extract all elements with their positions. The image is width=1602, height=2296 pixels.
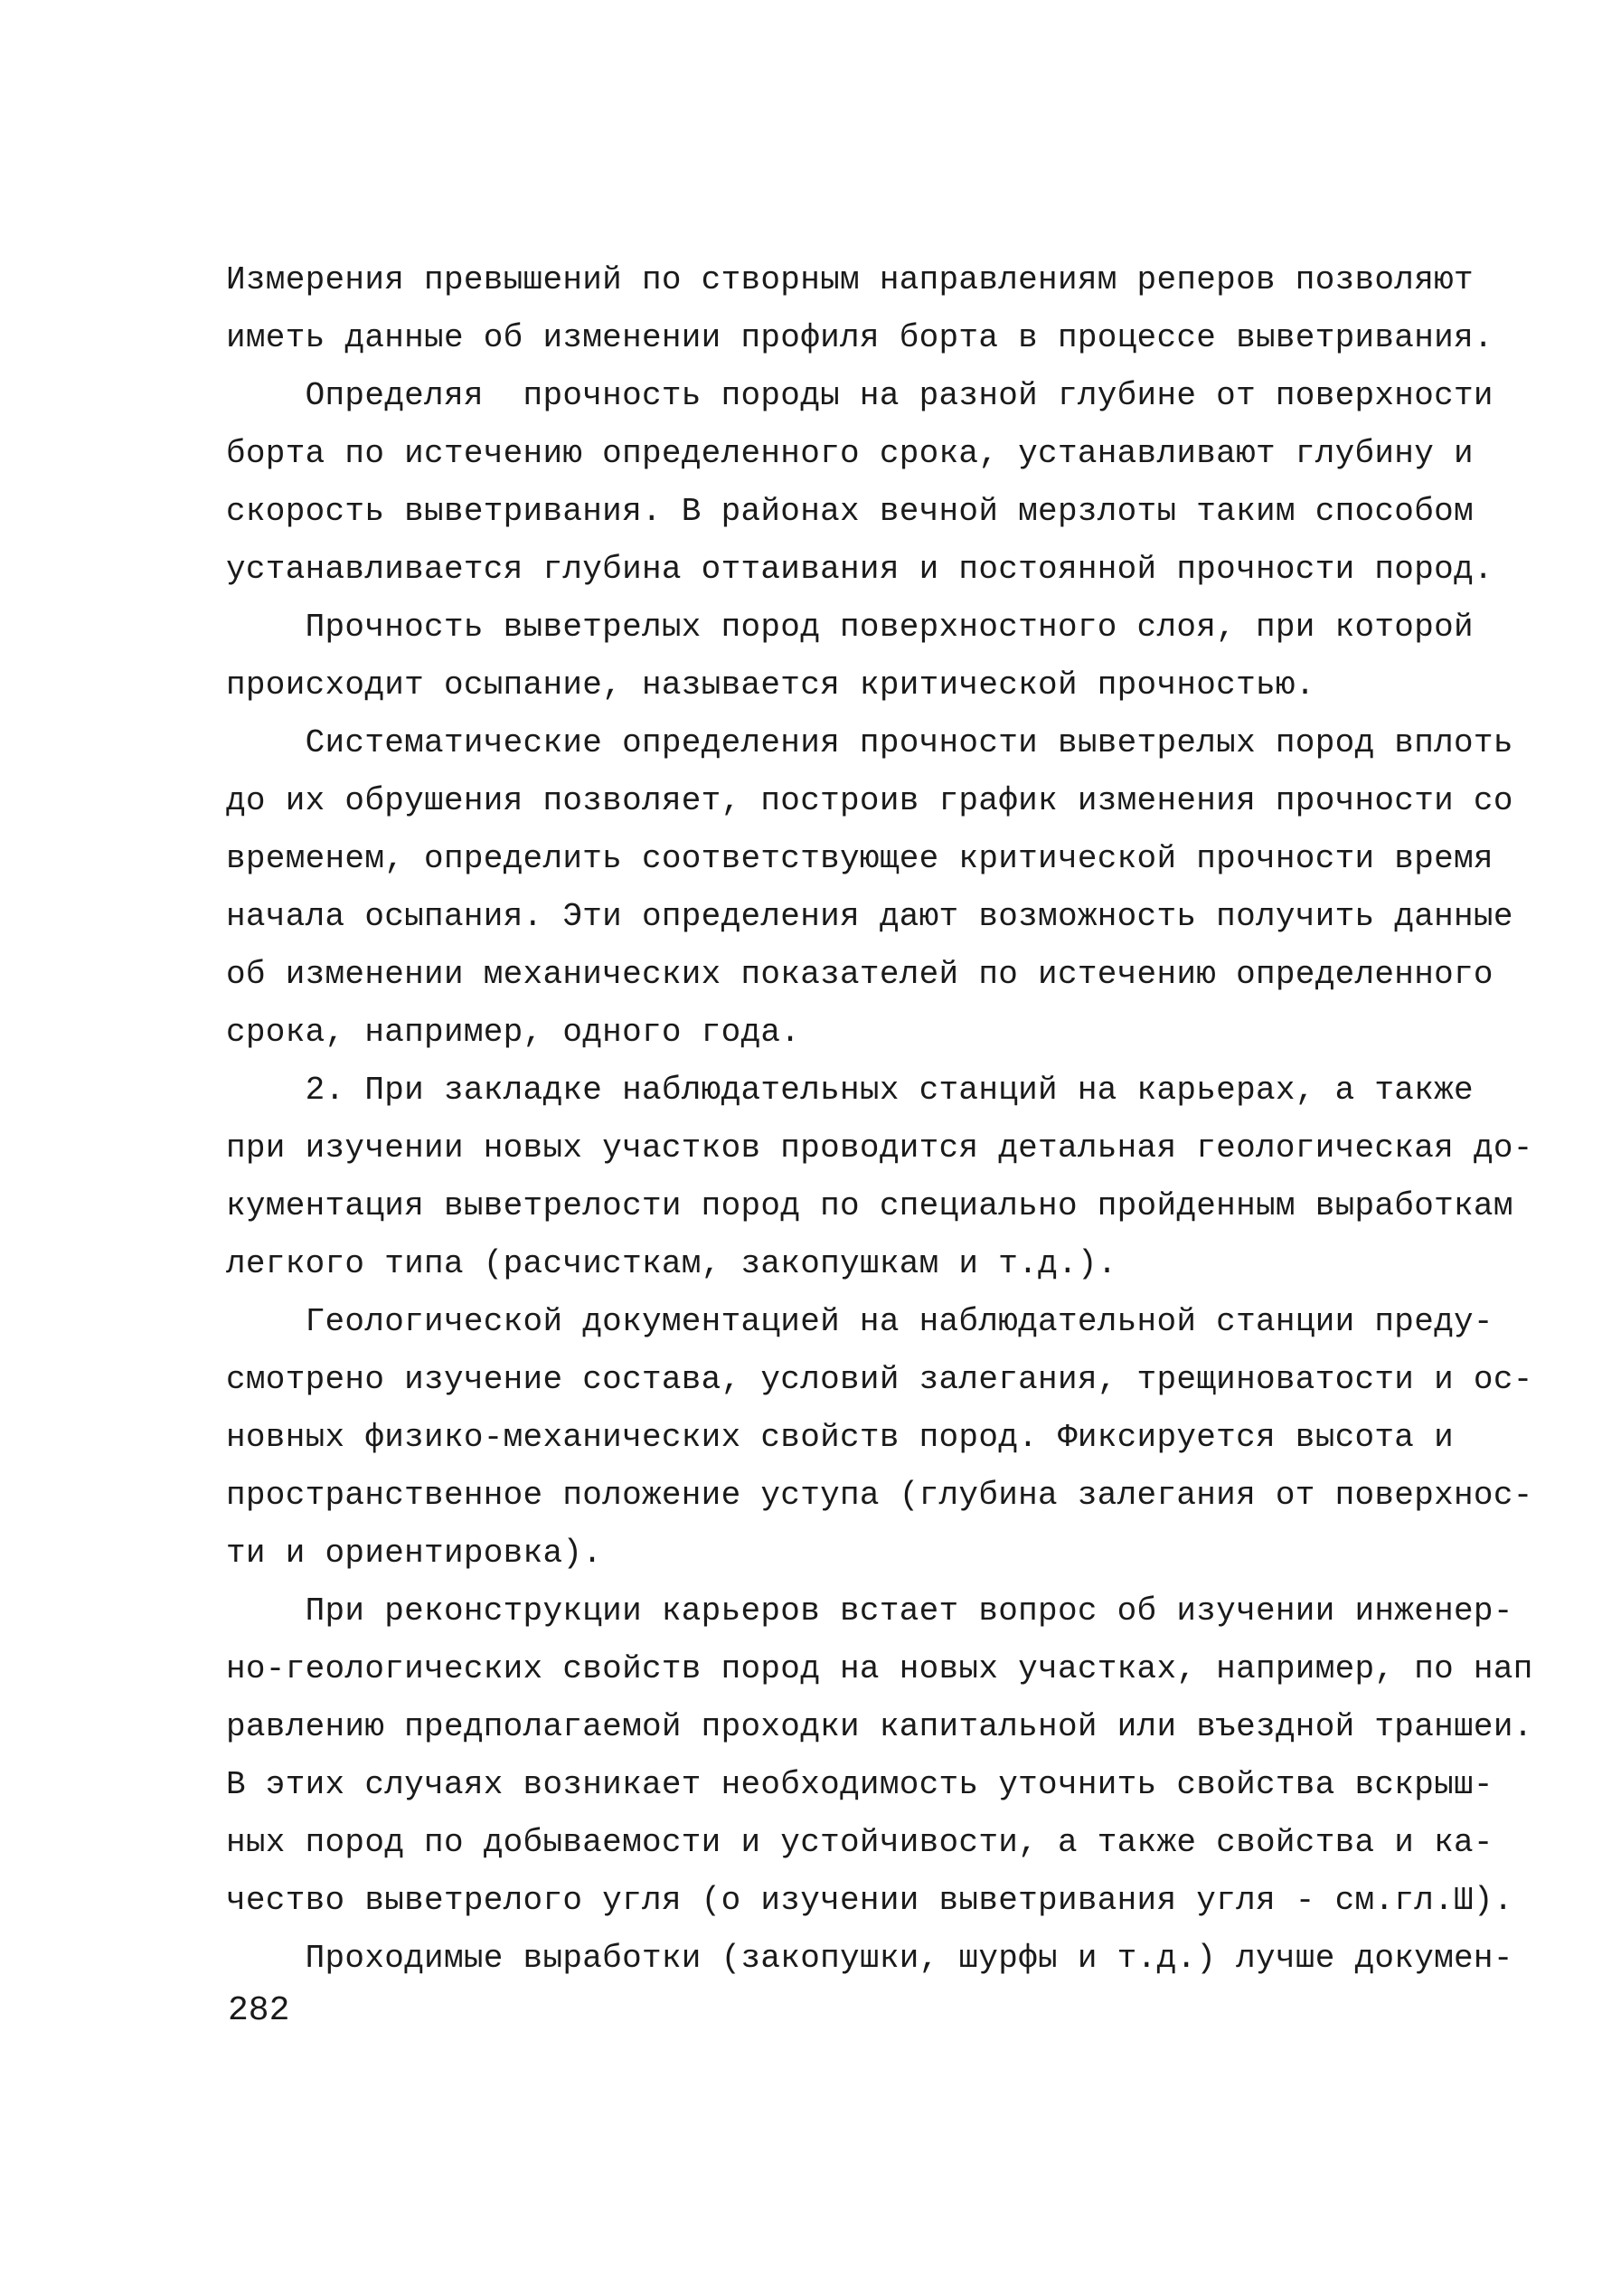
text-line: Систематические определения прочности выветрелых пород вплоть — [226, 724, 1513, 761]
text-line: происходит осыпание, называется критической прочностью. — [226, 666, 1315, 704]
text-line: равлению предполагаемой проходки капитальной или въездной траншеи. — [226, 1708, 1533, 1745]
text-line: борта по истечению определенного срока, устанавливают глубину и — [226, 435, 1474, 472]
text-line: иметь данные об изменении профиля борта в процессе выветривания. — [226, 319, 1494, 356]
text-line: начала осыпания. Эти определения дают возможность получить данные — [226, 898, 1513, 935]
text-line: В этих случаях возникает необходимость уточнить свойства вскрыш- — [226, 1766, 1494, 1803]
text-line: временем, определить соответствующее критической прочности время — [226, 840, 1494, 877]
page-number: 282 — [228, 1991, 290, 2030]
text-line: пространственное положение уступа (глубина залегания от поверхнос- — [226, 1477, 1533, 1514]
text-line: ти и ориентировка). — [226, 1535, 603, 1572]
text-line: При реконструкции карьеров встает вопрос об изучении инженер- — [226, 1592, 1513, 1630]
text-line: Геологической документацией на наблюдательной станции преду- — [226, 1303, 1494, 1340]
text-line: устанавливается глубина оттаивания и постоянной прочности пород. — [226, 551, 1494, 588]
text-line: Прочность выветрелых пород поверхностного слоя, при которой — [226, 609, 1474, 646]
text-line: но-геологических свойств пород на новых участках, например, по нап — [226, 1650, 1533, 1687]
text-line: смотрено изучение состава, условий залегания, трещиноватости и ос- — [226, 1361, 1533, 1398]
body-text — [226, 251, 1533, 1988]
text-line: при изучении новых участков проводится детальная геологическая до- — [226, 1129, 1533, 1167]
text-line: Проходимые выработки (закопушки, шурфы и т.д.) лучше докумен- — [226, 1940, 1513, 1977]
text-line: легкого типа (расчисткам, закопушкам и т.д.). — [226, 1245, 1117, 1282]
text-line: Определяя прочность породы на разной глубине от поверхности — [226, 377, 1494, 414]
text-line: чество выветрелого угля (о изучении выветривания угля - см.гл.Ш). — [226, 1882, 1513, 1919]
text-line: кументация выветрелости пород по специально пройденным выработкам — [226, 1187, 1513, 1224]
text-line: новных физико-механических свойств пород. Фиксируется высота и — [226, 1419, 1455, 1456]
text-line: скорость выветривания. В районах вечной мерзлоты таким способом — [226, 493, 1474, 530]
text-line: срока, например, одного года. — [226, 1014, 801, 1051]
text-line: 2. При закладке наблюдательных станций на карьерах, а также — [226, 1072, 1474, 1109]
text-line: ных пород по добываемости и устойчивости, а также свойства и ка- — [226, 1824, 1494, 1861]
text-line: до их обрушения позволяет, построив график изменения прочности со — [226, 782, 1513, 819]
text-line: об изменении механических показателей по истечению определенного — [226, 956, 1494, 993]
text-line: Измерения превышений по створным направлениям реперов позволяют — [226, 261, 1474, 298]
